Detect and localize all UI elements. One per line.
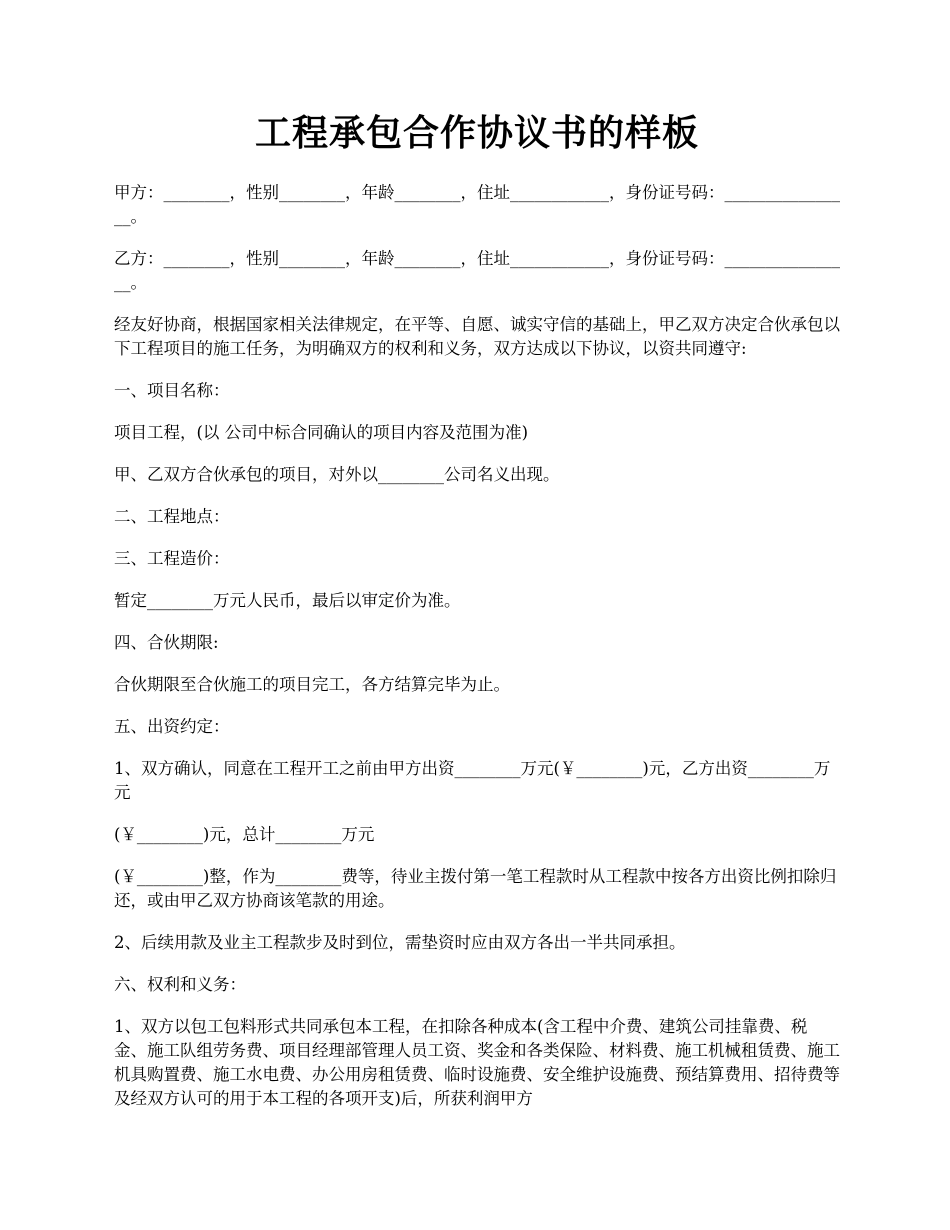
term-paragraph: 合伙期限至合伙施工的项目完工，各方结算完毕为止。 xyxy=(114,675,510,695)
section-heading-location: 二、工程地点： xyxy=(114,507,230,527)
document-title: 工程承包合作协议书的样板 xyxy=(254,112,699,154)
section-heading-cost: 三、工程造价： xyxy=(114,549,230,569)
party-a-line: 甲方：________，性别________，年龄________，住址____________，身份证号码：________________。 xyxy=(114,183,840,227)
rights-clause-1: 1、双方以包工包料形式共同承包本工程，在扣除各种成本(含工程中介费、建筑公司挂靠费、税金、施工队组劳务费、项目经理部管理人员工资、奖金和各类保险、材料费、施工机械租赁费、施工机具购置费、施工水电费、办公用房租赁费、临时设施费、安全维护设施费、预结算费用、招待费等及经双方认可的用于本工程的各项开支)后，所获利润甲方 xyxy=(114,1017,840,1109)
document-page xyxy=(114,112,840,1129)
cost-paragraph: 暂定________万元人民币，最后以审定价为准。 xyxy=(114,591,461,611)
section-heading-term: 四、合伙期限: xyxy=(114,633,219,653)
investment-clause-1-usage: (￥________)整，作为________费等，待业主拨付第一笔工程款时从工程款中按各方出资比例扣除归还，或由甲乙双方协商该笔款的用途。 xyxy=(114,867,837,911)
party-b-line: 乙方：________，性别________，年龄________，住址____________，身份证号码：________________。 xyxy=(114,249,840,293)
section-heading-project-name: 一、项目名称： xyxy=(114,381,230,401)
investment-clause-1: 1、双方确认，同意在工程开工之前由甲方出资________万元(￥________)元，乙方出资________万元 xyxy=(114,759,831,803)
section-heading-investment: 五、出资约定： xyxy=(114,717,230,737)
preamble-paragraph: 经友好协商，根据国家相关法律规定，在平等、自愿、诚实守信的基础上，甲乙双方决定合伙承包以下工程项目的施工任务，为明确双方的权利和义务，双方达成以下协议，以资共同遵守: xyxy=(114,315,840,359)
project-name-company-paragraph: 甲、乙双方合伙承包的项目，对外以________公司名义出现。 xyxy=(114,465,560,485)
investment-clause-1-total: (￥________)元，总计________万元 xyxy=(114,825,375,845)
project-name-paragraph: 项目工程，(以 公司中标合同确认的项目内容及范围为准) xyxy=(114,423,529,443)
section-heading-rights: 六、权利和义务： xyxy=(114,975,246,995)
investment-clause-2: 2、后续用款及业主工程款步及时到位，需垫资时应由双方各出一半共同承担。 xyxy=(114,933,686,953)
